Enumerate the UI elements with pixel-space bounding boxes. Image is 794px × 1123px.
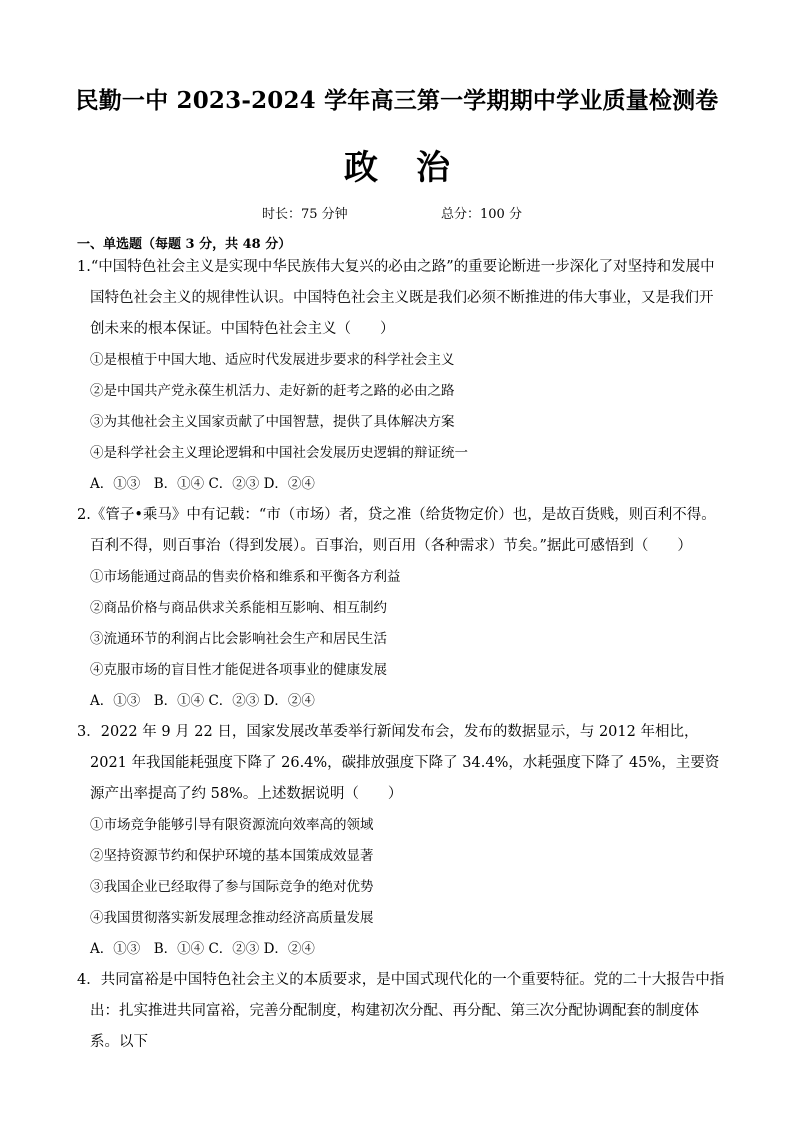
question-option: ②商品价格与商品供求关系能相互影响、相互制约 bbox=[90, 600, 387, 616]
question-4 bbox=[77, 965, 727, 1058]
exam-duration: 时长：75 分钟 bbox=[262, 207, 348, 222]
question-option: ②坚持资源节约和保护环境的基本国策成效显著 bbox=[90, 848, 374, 864]
exam-total-score: 总分：100 分 bbox=[441, 207, 522, 222]
answer-choices: A．①③ B．①④ C．②③ D．②④ bbox=[90, 941, 315, 957]
question-option: ③为其他社会主义国家贡献了中国智慧，提供了具体解决方案 bbox=[90, 414, 455, 430]
question-option: ②是中国共产党永葆生机活力、走好新的赶考之路的必由之路 bbox=[90, 383, 455, 399]
question-option: ④是科学社会主义理论逻辑和中国社会发展历史逻辑的辩证统一 bbox=[90, 445, 468, 461]
exam-title: 民勤一中 2023-2024 学年高三第一学期期中学业质量检测卷 bbox=[75, 87, 719, 114]
question-stem: 3．2022 年 9 月 22 日，国家发展改革委举行新闻发布会，发布的数据显示，与 2012 年相比，2021 年我国能耗强度下降了 26.4%，碳排放强度下降了 34.4%，水耗强度下降了 45%，主要资源产出率提高了约 58%。上述数据说明（ ） bbox=[77, 724, 720, 802]
question-option: ①市场竞争能够引导有限资源流向效率高的领域 bbox=[90, 817, 374, 833]
question-option: ①是根植于中国大地、适应时代发展进步要求的科学社会主义 bbox=[90, 352, 455, 368]
subject-title: 政治 bbox=[344, 148, 488, 188]
answer-choices: A．①③ B．①④ C．②③ D．②④ bbox=[90, 476, 315, 492]
question-2 bbox=[77, 500, 727, 717]
question-option: ①市场能通过商品的售卖价格和维系和平衡各方利益 bbox=[90, 569, 401, 585]
question-option: ④克服市场的盲目性才能促进各项事业的健康发展 bbox=[90, 662, 387, 678]
question-3 bbox=[77, 717, 727, 965]
question-option: ③流通环节的利润占比会影响社会生产和居民生活 bbox=[90, 631, 387, 647]
question-1 bbox=[77, 252, 727, 500]
question-option: ④我国贯彻落实新发展理念推动经济高质量发展 bbox=[90, 910, 374, 926]
question-list bbox=[77, 252, 727, 1058]
question-option: ③我国企业已经取得了参与国际竞争的绝对优势 bbox=[90, 879, 374, 895]
section-heading: 一、单选题（每题 3 分，共 48 分） bbox=[77, 237, 292, 252]
question-stem: 1.“中国特色社会主义是实现中华民族伟大复兴的必由之路”的重要论断进一步深化了对坚持和发展中国特色社会主义的规律性认识。中国特色社会主义既是我们必须不断推进的伟大事业，又是我们开创未来的根本保证。中国特色社会主义（ ） bbox=[77, 259, 715, 337]
question-stem: 2.《管子•乘马》中有记载：“市（市场）者，贷之准（给货物定价）也，是故百货贱，则百利不得。百利不得，则百事治（得到发展）。百事治，则百用（各种需求）节矣。”据此可感悟到（ ） bbox=[77, 507, 716, 554]
question-stem: 4．共同富裕是中国特色社会主义的本质要求，是中国式现代化的一个重要特征。党的二十大报告中指出：扎实推进共同富裕，完善分配制度，构建初次分配、再分配、第三次分配协调配套的制度体系。以下 bbox=[77, 972, 725, 1050]
answer-choices: A．①③ B．①④ C．②③ D．②④ bbox=[90, 693, 315, 709]
